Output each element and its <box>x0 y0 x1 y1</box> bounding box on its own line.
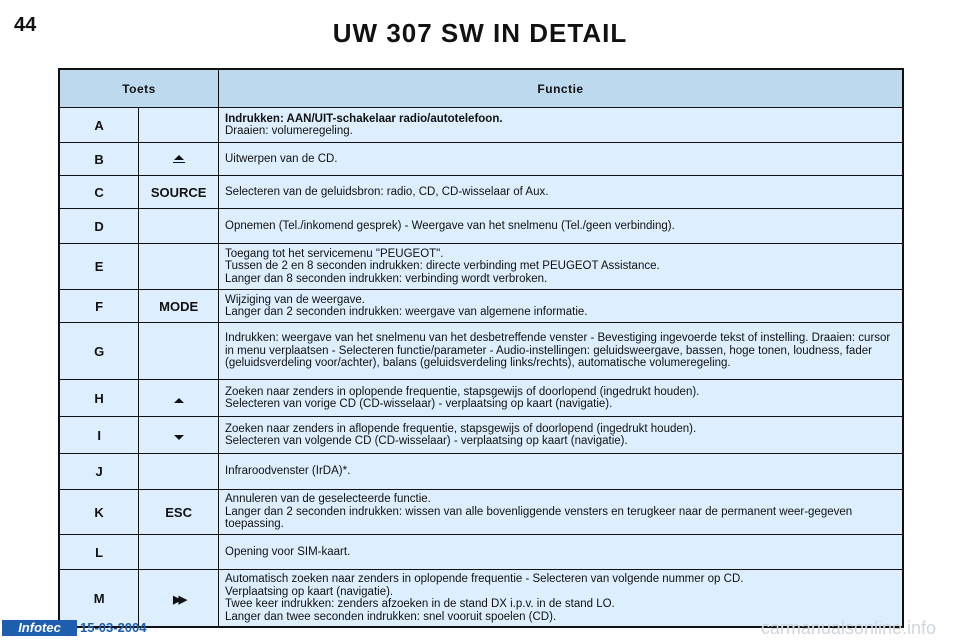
function-line: Uitwerpen van de CD. <box>225 152 338 165</box>
function-description <box>219 417 904 454</box>
key-letter: L <box>59 535 139 570</box>
function-line: Zoeken naar zenders in aflopende frequentie, stapsgewijs of doorlopend (ingedrukt houden). <box>225 422 697 435</box>
key-letter: C <box>59 176 139 209</box>
table-header-row <box>59 69 903 108</box>
key-letter: D <box>59 209 139 244</box>
function-line: Langer dan 8 seconden indrukken: verbinding wordt verbroken. <box>225 272 548 285</box>
eject-icon <box>171 155 187 164</box>
key-letter: G <box>59 323 139 380</box>
key-letter: J <box>59 454 139 490</box>
key-name <box>139 570 219 628</box>
function-line: Automatisch zoeken naar zenders in oplopende frequentie - Selecteren van volgende nummer op CD. <box>225 573 744 585</box>
function-line: Infraroodvenster (IrDA)*. <box>225 465 351 478</box>
infotec-logo: Infotec <box>2 620 77 636</box>
key-letter: I <box>59 417 139 454</box>
function-line: Indrukken: AAN/UIT-schakelaar radio/autotelefoon. <box>225 112 503 125</box>
table-row <box>59 380 903 417</box>
function-line: Opnemen (Tel./inkomend gesprek) - Weergave van het snelmenu (Tel./geen verbinding). <box>225 219 675 232</box>
table-row <box>59 323 903 380</box>
function-line: Selecteren van vorige CD (CD-wisselaar) - verplaatsing op kaart (navigatie). <box>225 398 613 410</box>
key-letter: A <box>59 108 139 143</box>
table-row <box>59 417 903 454</box>
arrow-down-icon <box>174 435 184 440</box>
function-line: Annuleren van de geselecteerde functie. <box>225 493 431 506</box>
key-name <box>139 143 219 176</box>
footer-date: 15-03-2004 <box>80 620 147 635</box>
key-name <box>139 535 219 570</box>
function-line: Wijziging van de weergave. <box>225 293 365 306</box>
table-row <box>59 290 903 323</box>
key-name <box>139 380 219 417</box>
function-description <box>219 490 904 535</box>
key-letter: K <box>59 490 139 535</box>
key-letter: E <box>59 244 139 290</box>
header-key: Toets <box>59 69 219 108</box>
controls-table <box>58 68 904 628</box>
table-row <box>59 490 903 535</box>
key-name <box>139 209 219 244</box>
watermark: carmanualsonline.info <box>760 618 936 638</box>
function-line: Draaien: volumeregeling. <box>225 125 353 137</box>
function-description <box>219 290 904 323</box>
function-line: Opening voor SIM-kaart. <box>225 545 351 558</box>
table-row <box>59 108 903 143</box>
key-name: ESC <box>139 490 219 535</box>
key-name <box>139 108 219 143</box>
fast-forward-icon: ▶▶ <box>173 593 185 606</box>
function-line: Tussen de 2 en 8 seconden indrukken: directe verbinding met PEUGEOT Assistance. <box>225 260 660 273</box>
function-description <box>219 143 904 176</box>
key-name <box>139 417 219 454</box>
function-line: Selecteren van de geluidsbron: radio, CD, CD-wisselaar of Aux. <box>225 185 549 198</box>
function-description <box>219 454 904 490</box>
function-line: Langer dan twee seconden indrukken: snel vooruit spoelen (CD). <box>225 610 557 623</box>
function-description <box>219 209 904 244</box>
function-description <box>219 244 904 290</box>
key-name: SOURCE <box>139 176 219 209</box>
function-description <box>219 380 904 417</box>
table-row <box>59 176 903 209</box>
key-letter: M <box>59 570 139 628</box>
key-letter: B <box>59 143 139 176</box>
table-row <box>59 535 903 570</box>
function-description <box>219 323 904 380</box>
page-title: UW 307 SW IN DETAIL <box>332 18 628 48</box>
key-name: MODE <box>139 290 219 323</box>
function-line: Toegang tot het servicemenu "PEUGEOT". <box>225 247 444 260</box>
function-line: Zoeken naar zenders in oplopende frequentie, stapsgewijs of doorlopend (ingedrukt houden). <box>225 385 700 398</box>
key-name <box>139 323 219 380</box>
function-description <box>219 108 904 143</box>
arrow-up-icon <box>174 398 184 403</box>
function-line: Twee keer indrukken: zenders afzoeken in de stand DX i.p.v. in de stand LO. <box>225 598 615 610</box>
key-letter: H <box>59 380 139 417</box>
function-line: Langer dan 2 seconden indrukken: weergave van algemene informatie. <box>225 306 588 318</box>
function-description <box>219 535 904 570</box>
function-line: Verplaatsing op kaart (navigatie). <box>225 585 394 598</box>
table-row <box>59 143 903 176</box>
table-row <box>59 244 903 290</box>
page-number: 44 <box>14 14 37 36</box>
function-description <box>219 176 904 209</box>
key-letter: F <box>59 290 139 323</box>
table-row <box>59 209 903 244</box>
function-line: Indrukken: weergave van het snelmenu van het desbetreffende venster - Bevestiging ingevoerde tekst of instelling. Draaien: cursor in menu verplaatsen - Selecteren functie/parameter - Audio-instellingen: geluidsweergave, bassen, hoge tonen, loudness, fader (geluidsverdeling voor/achter), balans (geluidsverdeling links/rechts), automatische volumeregeling. <box>225 332 891 370</box>
header-function: Functie <box>219 69 904 108</box>
function-line: Langer dan 2 seconden indrukken: wissen van alle bovenliggende vensters en terugkeer naar de permanent weer-gegeven toepassing. <box>225 505 853 531</box>
table-row <box>59 454 903 490</box>
function-line: Selecteren van volgende CD (CD-wisselaar) - verplaatsing op kaart (navigatie). <box>225 435 628 447</box>
key-name <box>139 454 219 490</box>
key-name <box>139 244 219 290</box>
